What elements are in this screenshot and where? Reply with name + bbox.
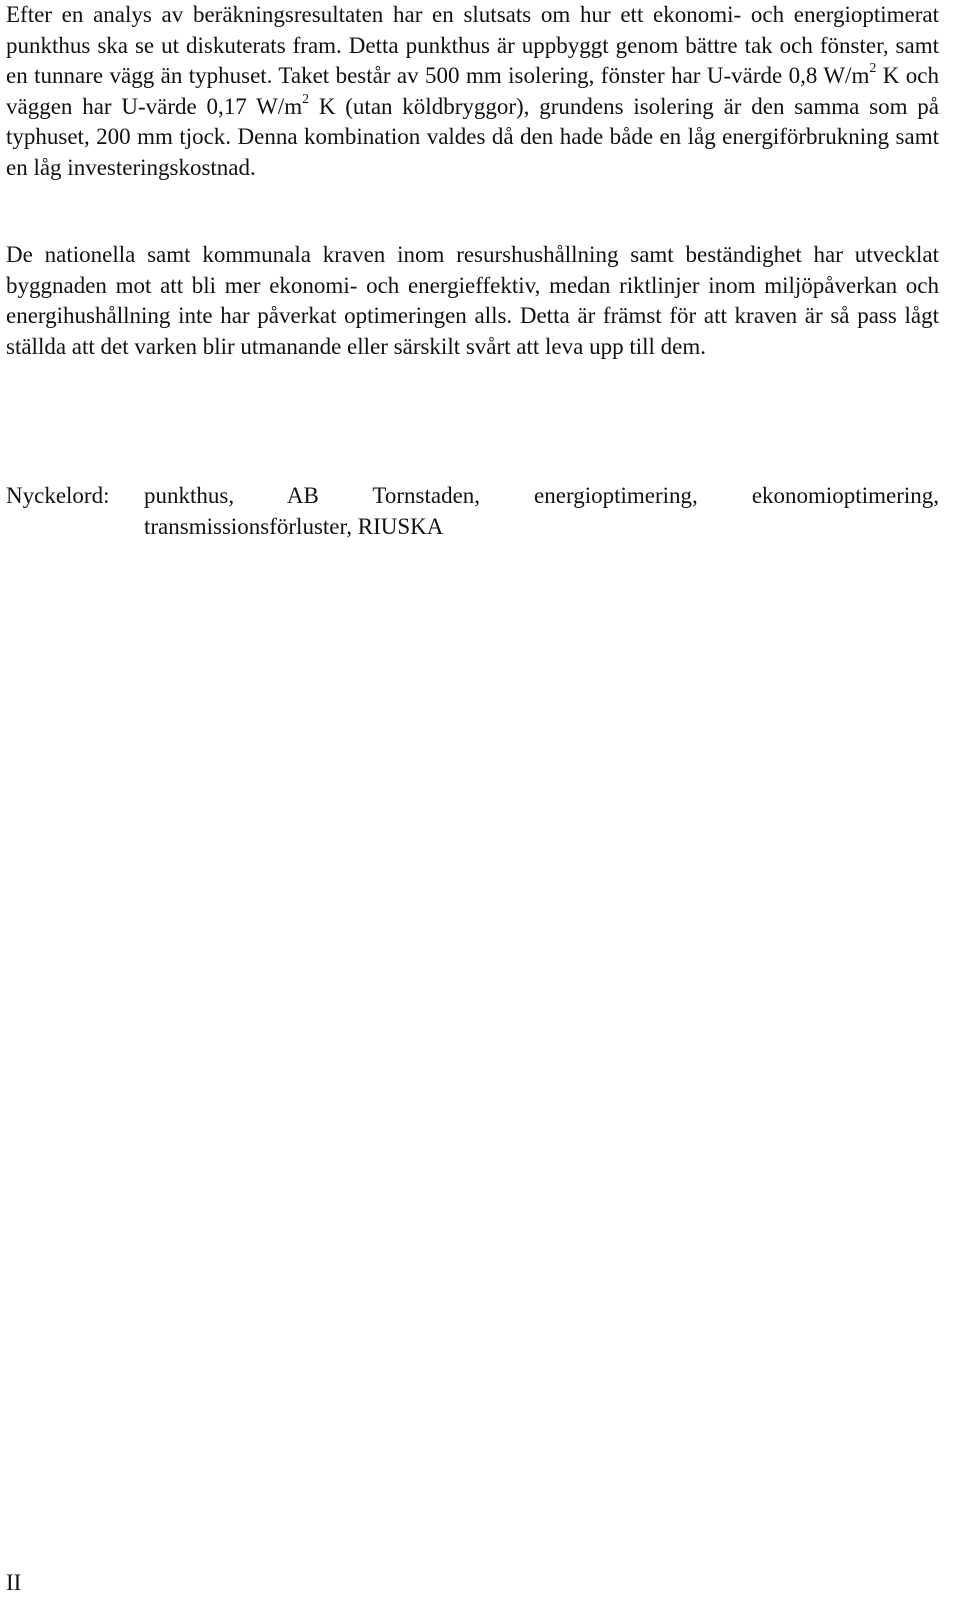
- page-number: II: [6, 1570, 22, 1595]
- keywords-list: punkthus, AB Tornstaden, energioptimering, ekonomioptimering, transmissionsförluster, RIUSKA: [144, 483, 939, 539]
- superscript-squared-1: 2: [869, 61, 877, 77]
- keywords-label: Nyckelord:: [6, 483, 110, 508]
- keywords-section: [6, 480, 939, 542]
- abstract-paragraph-2: De nationella samt kommunala kraven inom resurshushållning samt beständighet har utvecklat byggnaden mot att bli mer ekonomi- och energieffektiv, medan riktlinjer inom miljöpåverkan och energihushållning inte har påverkat optimeringen alls. Detta är främst för att kraven är så pass lågt ställda att det varken blir utmanande eller särskilt svårt att leva upp till dem.: [6, 242, 939, 359]
- superscript-squared-2: 2: [302, 91, 310, 107]
- paragraph-1-text-b: K och väggen har U-värde 0,17 W/m: [6, 63, 939, 119]
- paragraph-1-text-c: K (utan köldbryggor), grundens isolering är den samma som på typhuset, 200 mm tjock. Denna kombination valdes då den hade både en låg energiförbrukning samt en låg investeringskostnad.: [6, 93, 939, 180]
- paragraph-1-text-a: Efter en analys av beräkningsresultaten har en slutsats om hur ett ekonomi- och energioptimerat punkthus ska se ut diskuterats fram. Detta punkthus är uppbyggt genom bättre tak och fönster, samt en tunnare vägg än typhuset. Taket består av 500 mm isolering, fönster har U-värde 0,8 W/m: [6, 2, 939, 88]
- abstract-paragraph-1: [6, 0, 939, 183]
